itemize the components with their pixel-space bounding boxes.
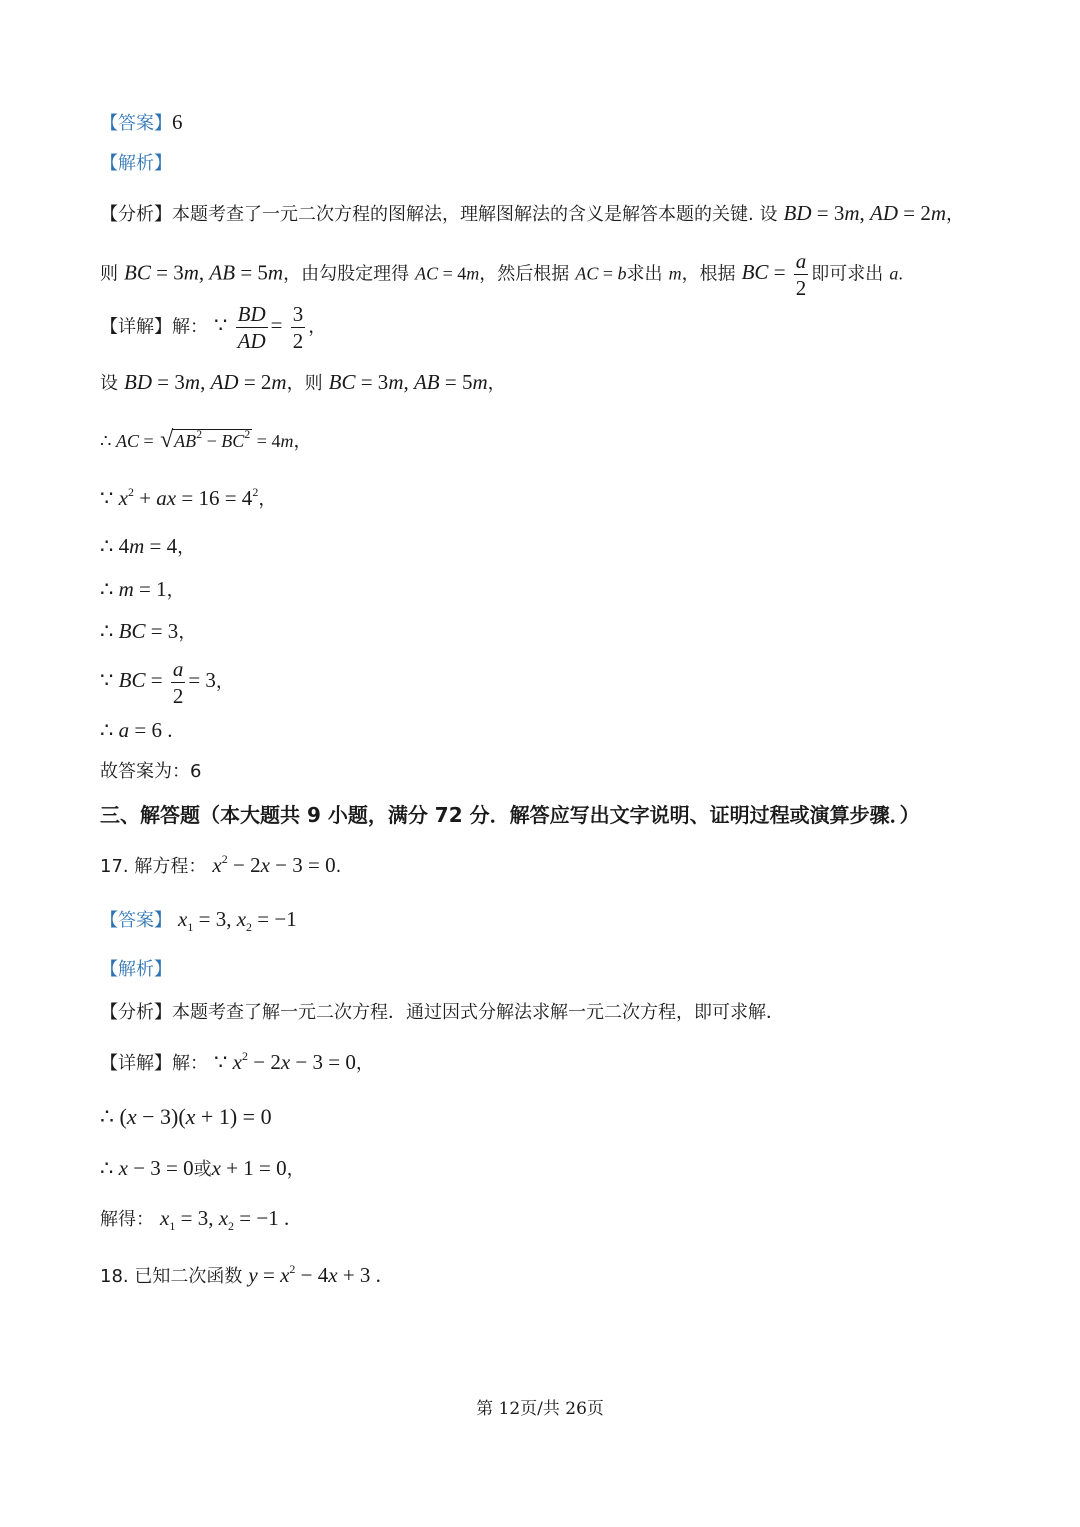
q17-analysis-line: 【分析】本题考查了解一元二次方程．通过因式分解法求解一元二次方程，即可求解． [100, 1002, 784, 1023]
math-ac-sqrt: ∴ AC = √ $AB^2 - BC^2 = 4m$ [100, 427, 294, 453]
answer-tag: 【答案】 [100, 910, 172, 931]
math-bc-ab: BC = 3m, AB = 5m [124, 260, 284, 285]
analysis-then: 则 [100, 263, 118, 285]
q16-4m-line: ∴ 4m = 4， [100, 534, 196, 558]
detail-prefix: 【详解】解： [100, 316, 208, 338]
q17-factor-line: ∴ (x − 3)(x + 1) = 0 [100, 1104, 272, 1129]
q16-a-line: ∴ a = 6 . [100, 718, 173, 742]
set-mid: ，则 [286, 373, 323, 394]
q17-stem: 17. 解方程： [100, 856, 207, 877]
q17-stem-line: 17. 解方程： $x^2 - 2x - 3 = 0$. [100, 852, 342, 877]
q16-bc-half-line: ∵ BC = $\frac{a}{2}$ = 3， [100, 657, 234, 709]
q17-answer-line: 【答案】 $x_1 = 3$, $x_2 = -1$ [100, 907, 297, 934]
analysis-intro: 【分析】本题考查了一元二次方程的图解法，理解图解法的含义是解答本题的关键. 设 [100, 204, 778, 225]
analysis-tag: 【解析】 [100, 153, 172, 174]
answer-tag: 【答案】 [100, 113, 172, 134]
math-ac-b: AC = b [575, 263, 627, 284]
analysis-tag: 【解析】 [100, 959, 172, 980]
q17-analysis-tag-line [100, 960, 172, 979]
analysis-according: ，根据 [681, 263, 736, 285]
q17-detail-line: 【详解】解： ∵ $x^2 - 2x - 3 = 0$， [100, 1049, 374, 1074]
q17-roots-line: ∴ x − 3 = 0或x + 1 = 0， [100, 1156, 305, 1180]
q16-conclusion: 故答案为：6 [100, 761, 202, 782]
q16-detail-line: 【详解】解： ∵ $\frac{BD}{AD}$ = $\frac{3}{2}$ ， [100, 302, 327, 354]
q16-set-line: 设 BD = 3m, AD = 2m，则 BC = 3m, AB = 5m， [100, 370, 506, 394]
q17-solution-line: 解得： $x_1 = 3$, $x_2 = -1$ . [100, 1206, 290, 1233]
section3-heading: 三、解答题（本大题共 9 小题，满分 72 分．解答应写出文字说明、证明过程或演算步骤．） [100, 803, 920, 827]
q16-analysis-line2: 则 BC = 3m, AB = 5m，由勾股定理得 AC = 4m，然后根据 AC = b求出 m，根据 BC = $\frac{a}{2}$ 即可求出 a. [100, 249, 903, 301]
q16-bc-line: ∴ BC = 3， [100, 619, 197, 643]
analysis-solve: 求出 [626, 263, 663, 285]
analysis-pythag: ，由勾股定理得 [283, 263, 410, 285]
answer-value: 6 [172, 110, 183, 134]
math-bc-a-half: BC = $\frac{a}{2}$ [741, 249, 807, 301]
q16-analysis-tag-line [100, 154, 172, 173]
q16-eq-line: ∵ $x^2$ + ax = $16 = 4^2$， [100, 485, 277, 510]
math-ac-4m: AC = 4m [415, 263, 480, 284]
q16-ac-line: ∴ AC = √ $AB^2 - BC^2 = 4m$， [100, 427, 312, 453]
analysis-find-a: 即可求出 [811, 263, 884, 285]
math-bd-ad-assumption: BD = 3m, AD = 2m [783, 201, 947, 225]
analysis-then-by: ，然后根据 [479, 263, 570, 285]
math-ratio: ∵ $\frac{BD}{AD}$ = $\frac{3}{2}$ [214, 302, 304, 354]
q18-stem-line: 18. 已知二次函数 $y = x^2 - 4x + 3$ . [100, 1262, 381, 1287]
page-footer: 第 12页/共 26页 [476, 1399, 604, 1419]
set-prefix: 设 [100, 373, 118, 394]
math-x2-ax: ∵ $x^2$ + ax = $16 = 4^2$ [100, 485, 259, 510]
q16-m-line: ∴ m = 1， [100, 577, 185, 601]
q16-analysis-line1: 【分析】本题考查了一元二次方程的图解法，理解图解法的含义是解答本题的关键. 设 BD = 3m, AD = 2m， [100, 201, 965, 225]
q16-answer-line [100, 112, 183, 133]
